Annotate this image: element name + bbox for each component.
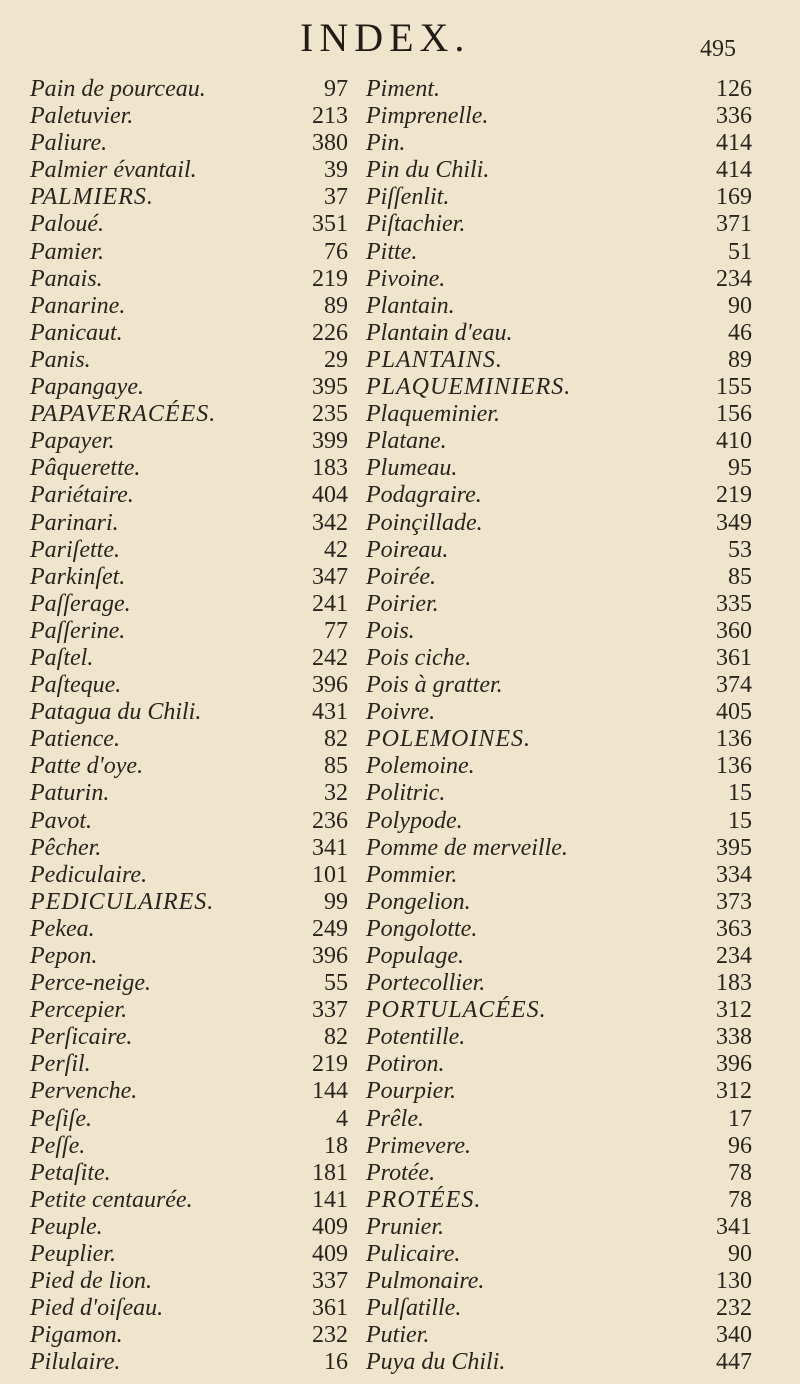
index-entry-page: 396 — [312, 672, 348, 699]
index-entry-page: 130 — [716, 1268, 752, 1295]
index-entry-page: 219 — [312, 265, 348, 292]
index-entry-term: Puya du Chili. — [366, 1349, 506, 1376]
index-entry-term: Platane. — [366, 428, 447, 455]
index-entry-page: 374 — [716, 672, 752, 699]
index-entry-term: Pourpier. — [366, 1078, 456, 1105]
index-entry-page: 399 — [312, 428, 348, 455]
index-entry-term: Paloué. — [30, 211, 104, 238]
index-entry-term: Peuplier. — [30, 1241, 116, 1268]
index-entry-term: Pulicaire. — [366, 1241, 461, 1268]
index-entry-term: Piment. — [366, 76, 440, 102]
index-entry-term: Perce-neige. — [30, 970, 152, 997]
index-entry-page: 85 — [728, 563, 752, 590]
index-entry-page: 410 — [716, 428, 752, 455]
index-entry-term: Patte d'oye. — [30, 753, 144, 780]
index-entry-page: 351 — [312, 211, 348, 238]
right-column-terms — [366, 76, 686, 1377]
index-entry-term: Pulſatille. — [366, 1295, 462, 1322]
index-entry-term: Pied d'oiſeau. — [30, 1295, 164, 1322]
index-entry-term: Percepier. — [30, 997, 128, 1024]
index-entry-term: Potentille. — [366, 1024, 466, 1051]
index-entry-page: 99 — [324, 888, 348, 915]
index-entry-page: 82 — [324, 1024, 348, 1051]
index-entry-page: 141 — [312, 1186, 348, 1213]
index-entry-page: 414 — [716, 130, 752, 157]
index-entry-term: Pain de pourceau. — [30, 76, 206, 102]
index-entry-page: 396 — [716, 1051, 752, 1078]
index-entry-page: 414 — [716, 157, 752, 184]
index-entry-term: Pâquerette. — [30, 455, 141, 482]
index-entry-term: Plantain. — [366, 292, 455, 319]
index-entry-page: 236 — [312, 807, 348, 834]
index-entry-page: 409 — [312, 1241, 348, 1268]
index-entry-term: Perſicaire. — [30, 1024, 133, 1051]
index-entry-page: 89 — [728, 346, 752, 373]
index-entry-page: 51 — [728, 238, 752, 265]
index-entry-term: PROTÉES. — [366, 1186, 482, 1213]
index-entry-term: PAPAVERACÉES. — [30, 401, 217, 428]
index-entry-term: Perſil. — [30, 1051, 91, 1078]
index-entry-page: 156 — [716, 401, 752, 428]
index-entry-page: 32 — [324, 780, 348, 807]
index-entry-term: Pitte. — [366, 238, 418, 265]
index-entry-term: Portecollier. — [366, 970, 486, 997]
index-entry-page: 312 — [716, 1078, 752, 1105]
index-entry-page: 347 — [312, 563, 348, 590]
page-number: 495 — [700, 36, 736, 62]
index-entry-page: 341 — [716, 1213, 752, 1240]
index-entry-page: 249 — [312, 915, 348, 942]
index-entry-term: Primevere. — [366, 1132, 472, 1159]
index-entry-term: Pivoine. — [366, 265, 446, 292]
index-entry-page: 55 — [324, 970, 348, 997]
index-entry-page: 405 — [716, 699, 752, 726]
index-entry-term: Peuple. — [30, 1213, 103, 1240]
index-entry-term: Prunier. — [366, 1213, 444, 1240]
index-entry-page: 17 — [728, 1105, 752, 1132]
index-entry-term: PALMIERS. — [30, 184, 154, 211]
left-column-pages — [290, 76, 348, 1377]
index-entry-page: 136 — [716, 726, 752, 753]
index-entry-page: 18 — [324, 1132, 348, 1159]
index-entry-page: 447 — [716, 1349, 752, 1376]
index-entry-term: Patience. — [30, 726, 120, 753]
index-entry-page: 219 — [716, 482, 752, 509]
index-entry-term: Pied de lion. — [30, 1268, 152, 1295]
index-entry-term: Paletuvier. — [30, 103, 134, 130]
index-entry-term: PLANTAINS. — [366, 346, 503, 373]
index-entry-page: 242 — [312, 644, 348, 671]
index-entry-page: 431 — [312, 699, 348, 726]
index-entry-term: POLEMOINES. — [366, 726, 531, 753]
index-entry-term: Poirée. — [366, 563, 436, 590]
index-entry-term: Pin. — [366, 130, 406, 157]
index-entry-page: 235 — [312, 401, 348, 428]
index-entry-page: 101 — [312, 861, 348, 888]
index-entry-page: 409 — [312, 1213, 348, 1240]
index-entry-page: 46 — [728, 319, 752, 346]
index-entry-term: Populage. — [366, 943, 464, 969]
index-entry-term: Pongelion. — [366, 888, 471, 915]
index-entry-page: 337 — [312, 997, 348, 1024]
index-entry-page: 183 — [716, 970, 752, 997]
index-entry-term: Pariſette. — [30, 536, 120, 563]
index-entry-term: Pariétaire. — [30, 482, 134, 509]
index-entry-page: 82 — [324, 726, 348, 753]
index-entry-term: Petaſite. — [30, 1159, 111, 1186]
index-entry-page: 15 — [728, 780, 752, 807]
index-entry-page: 95 — [728, 455, 752, 482]
index-entry-term: Pois à gratter. — [366, 672, 503, 699]
index-entry-term: Podagraire. — [366, 482, 482, 509]
index-entry-term: Plaqueminier. — [366, 401, 500, 428]
index-entry-term: Pulmonaire. — [366, 1268, 485, 1295]
index-entry-term: Parinari. — [30, 509, 119, 536]
index-entry-term: Poivre. — [366, 699, 436, 726]
index-entry-page: 96 — [728, 1132, 752, 1159]
index-entry-page: 90 — [728, 292, 752, 319]
index-entry-page: 144 — [312, 1078, 348, 1105]
index-entry-page: 16 — [324, 1349, 348, 1376]
index-entry-term: Plantain d'eau. — [366, 319, 513, 346]
index-entry-term: Prêle. — [366, 1105, 424, 1132]
index-entry-page: 76 — [324, 238, 348, 265]
index-entry-page: 334 — [716, 861, 752, 888]
right-column-pages — [690, 76, 752, 1377]
index-entry-page: 53 — [728, 536, 752, 563]
index-entry-page: 126 — [716, 76, 752, 102]
index-entry-term: Panis. — [30, 346, 91, 373]
index-entry-page: 42 — [324, 536, 348, 563]
index-entry-page: 78 — [728, 1159, 752, 1186]
index-entry-page: 342 — [312, 509, 348, 536]
index-entry-term: Peſſe. — [30, 1132, 86, 1159]
index-entry-term: Papangaye. — [30, 374, 144, 401]
index-entry-page: 361 — [312, 1295, 348, 1322]
index-entry-page: 234 — [716, 265, 752, 292]
index-entry-term: Piſtachier. — [366, 211, 466, 238]
index-entry-page: 360 — [716, 617, 752, 644]
index-entry-term: Pommier. — [366, 861, 458, 888]
index-entry-term: Pomme de merveille. — [366, 834, 568, 861]
index-entry-page: 404 — [312, 482, 348, 509]
index-entry-page: 338 — [716, 1024, 752, 1051]
index-entry-term: Pin du Chili. — [366, 157, 490, 184]
index-entry-term: Pêcher. — [30, 834, 102, 861]
page-title: INDEX. — [300, 15, 471, 60]
index-entry-page: 341 — [312, 834, 348, 861]
index-entry-term: Panarine. — [30, 292, 126, 319]
index-entry-page: 380 — [312, 130, 348, 157]
index-entry-page: 361 — [716, 644, 752, 671]
index-entry-page: 213 — [312, 103, 348, 130]
index-entry-term: Plumeau. — [366, 455, 458, 482]
index-entry-term: Poireau. — [366, 536, 449, 563]
index-entry-page: 234 — [716, 943, 752, 969]
index-entry-term: Paſteque. — [30, 672, 122, 699]
index-entry-term: Panicaut. — [30, 319, 123, 346]
index-entry-term: Papayer. — [30, 428, 115, 455]
index-entry-term: Pigamon. — [30, 1322, 123, 1349]
index-entry-term: Pois ciche. — [366, 644, 472, 671]
index-entry-term: Polypode. — [366, 807, 463, 834]
index-entry-term: Paturin. — [30, 780, 110, 807]
index-entry-page: 395 — [312, 374, 348, 401]
index-entry-page: 232 — [312, 1322, 348, 1349]
index-entry-term: Peſiſe. — [30, 1105, 92, 1132]
index-entry-term: Protée. — [366, 1159, 436, 1186]
index-entry-term: Pilulaire. — [30, 1349, 121, 1376]
index-entry-term: Potiron. — [366, 1051, 445, 1078]
index-entry-page: 78 — [728, 1186, 752, 1213]
index-entry-term: Pongolotte. — [366, 915, 478, 942]
index-entry-page: 363 — [716, 915, 752, 942]
index-entry-term: Paſſerage. — [30, 590, 131, 617]
index-entry-page: 373 — [716, 888, 752, 915]
index-entry-term: PEDICULAIRES. — [30, 888, 215, 915]
index-entry-page: 232 — [716, 1295, 752, 1322]
index-entry-page: 335 — [716, 590, 752, 617]
page-header — [0, 14, 800, 64]
index-entry-page: 349 — [716, 509, 752, 536]
index-entry-page: 15 — [728, 807, 752, 834]
index-entry-term: Polemoine. — [366, 753, 475, 780]
index-entry-term: Parkinſet. — [30, 563, 126, 590]
index-entry-page: 89 — [324, 292, 348, 319]
index-entry-term: Paliure. — [30, 130, 108, 157]
index-entry-term: Palmier évantail. — [30, 157, 197, 184]
index-entry-page: 371 — [716, 211, 752, 238]
index-entry-term: Piſſenlit. — [366, 184, 450, 211]
index-entry-page: 340 — [716, 1322, 752, 1349]
left-column-terms — [30, 76, 290, 1377]
index-entry-page: 4 — [336, 1105, 348, 1132]
index-entry-term: Pois. — [366, 617, 415, 644]
index-entry-page: 312 — [716, 997, 752, 1024]
index-entry-term: Pervenche. — [30, 1078, 138, 1105]
index-entry-term: Pamier. — [30, 238, 104, 265]
index-entry-page: 181 — [312, 1159, 348, 1186]
index-entry-page: 77 — [324, 617, 348, 644]
index-entry-term: Pediculaire. — [30, 861, 148, 888]
index-entry-page: 226 — [312, 319, 348, 346]
index-entry-term: Pepon. — [30, 943, 98, 969]
index-entry-page: 39 — [324, 157, 348, 184]
index-entry-term: Paſtel. — [30, 644, 94, 671]
index-entry-page: 183 — [312, 455, 348, 482]
index-entry-term: PLAQUEMINIERS. — [366, 374, 572, 401]
index-entry-term: Petite centaurée. — [30, 1186, 193, 1213]
index-entry-term: Putier. — [366, 1322, 430, 1349]
index-entry-page: 395 — [716, 834, 752, 861]
index-entry-page: 219 — [312, 1051, 348, 1078]
index-entry-term: Pekea. — [30, 915, 95, 942]
index-entry-page: 337 — [312, 1268, 348, 1295]
index-entry-page: 29 — [324, 346, 348, 373]
index-entry-term: Patagua du Chili. — [30, 699, 202, 726]
index-entry-page: 241 — [312, 590, 348, 617]
index-entry-page: 136 — [716, 753, 752, 780]
index-entry-page: 37 — [324, 184, 348, 211]
index-entry-term: Pimprenelle. — [366, 103, 489, 130]
index-entry-page: 336 — [716, 103, 752, 130]
index-entry-page: 396 — [312, 943, 348, 969]
index-entry-term: Politric. — [366, 780, 446, 807]
index-entry-page: 85 — [324, 753, 348, 780]
index-entry-page: 169 — [716, 184, 752, 211]
index-entry-term: Pavot. — [30, 807, 92, 834]
index-entry-term: Paſſerine. — [30, 617, 126, 644]
index-entry-term: Poinçillade. — [366, 509, 483, 536]
index-entry-page: 155 — [716, 374, 752, 401]
index-entry-term: Poirier. — [366, 590, 439, 617]
index-entry-term: PORTULACÉES. — [366, 997, 547, 1024]
index-entry-term: Panais. — [30, 265, 103, 292]
index-entry-page: 90 — [728, 1241, 752, 1268]
index-entry-page: 97 — [324, 76, 348, 102]
